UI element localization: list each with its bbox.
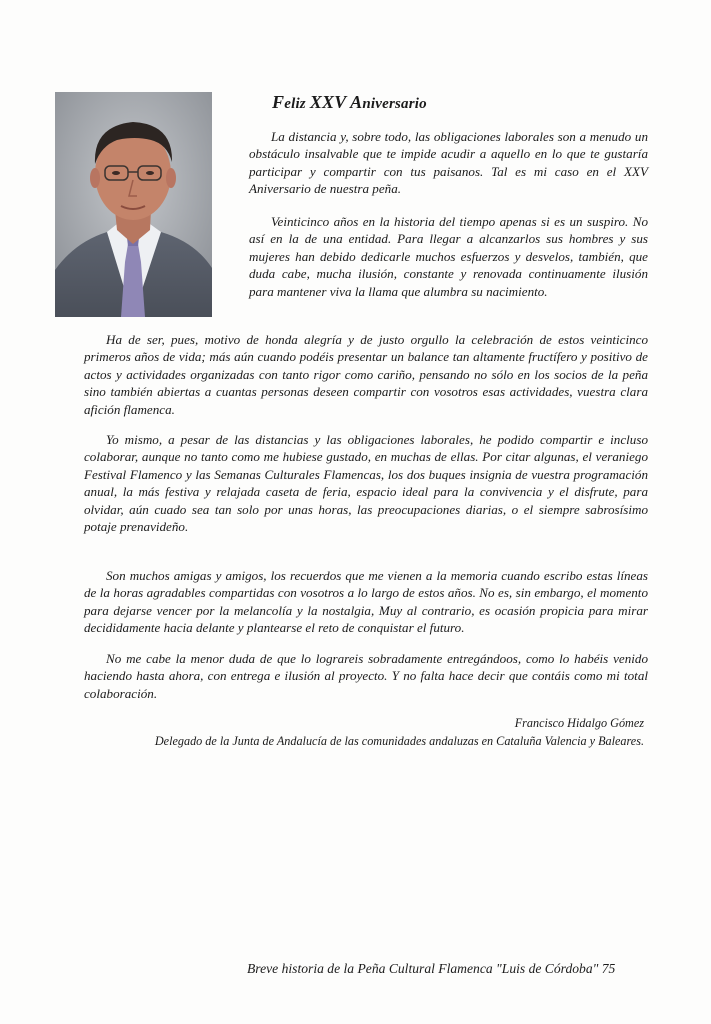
title-numeral: XXV	[309, 92, 347, 112]
paragraph-1: La distancia y, sobre todo, las obligaciones laborales son a menudo un obstáculo insalvable que te impide acudir a aquello en lo que te gustaría participar y compartir con tus paisanos. Tal es mi caso en el XXV Aniversario de nuestra peña.	[249, 129, 648, 197]
title-initial: F	[272, 92, 285, 112]
title-word-2: niversario	[362, 96, 427, 112]
paragraph-6: No me cabe la menor duda de que lo lograreis sobradamente entregándoos, como lo habéis venido haciendo hasta ahora, con entrega e ilusión al proyecto. Y no falta hace decir que contáis como mi total colaboración.	[84, 651, 648, 701]
signature-role: Delegado de la Junta de Andalucía de las comunidades andaluzas en Cataluña Valencia y Baleares.	[154, 734, 644, 748]
title-word-1: eliz	[284, 96, 310, 112]
portrait-image	[55, 92, 212, 317]
page-footer: Breve historia de la Peña Cultural Flamenca "Luis de Córdoba" 75	[247, 961, 616, 976]
title-initial-a: A	[346, 92, 363, 112]
paragraph-4: Yo mismo, a pesar de las distancias y las obligaciones laborales, he podido compartir e incluso colaborar, aunque no tanto como me hubiese gustado, en muchas de ellas. Por citar algunas, el veraniego Festival Flamenco y las Semanas Culturales Flamencas, los dos buques insignia de vuestra programación anual, la más festiva y relajada caseta de feria, espacio ideal para la convivencia y el disfrute, para olvidar, aún cuado sea tan solo por unas horas, las preocupaciones diarias, o el siempre sabrosísimo potaje prenavideño.	[84, 432, 648, 535]
paragraph-5: Son muchos amigas y amigos, los recuerdos que me vienen a la memoria cuando escribo estas líneas de la horas agradables compartidas con vosotros a lo largo de estos años. No es, sin embargo, el momento para dejarse vencer por la melancolía y la nostalgia, Muy al contrario, es ocasión propicia para mirar decididamente hacia delante y plantearse el reto de conquistar el futuro.	[84, 568, 648, 636]
paragraph-3: Ha de ser, pues, motivo de honda alegría y de justo orgullo la celebración de estos veinticinco primeros años de vida; más aún cuando podéis presentar un balance tan altamente fructífero y positivo de actos y actividades organizadas con tanto rigor como cariño, pensando no sólo en los socios de la peña sino también abiertas a cuantas personas deseen compartir con vosotros esas actividades, vuestra clara afición flamenca.	[84, 332, 648, 417]
paragraph-2: Veinticinco años en la historia del tiempo apenas si es un suspiro. No así en la de una entidad. Para llegar a alcanzarlos sus hombres y sus mujeres han debido dedicarle muchos esfuerzos y desvelos, también, que duda cabe, mucha ilusión, constante y renovada continuamente ilusión para mantener viva la llama que alumbra su nacimiento.	[249, 214, 648, 299]
article-title	[272, 92, 427, 113]
portrait-photo	[55, 92, 212, 317]
signature-name: Francisco Hidalgo Gómez	[514, 716, 644, 730]
